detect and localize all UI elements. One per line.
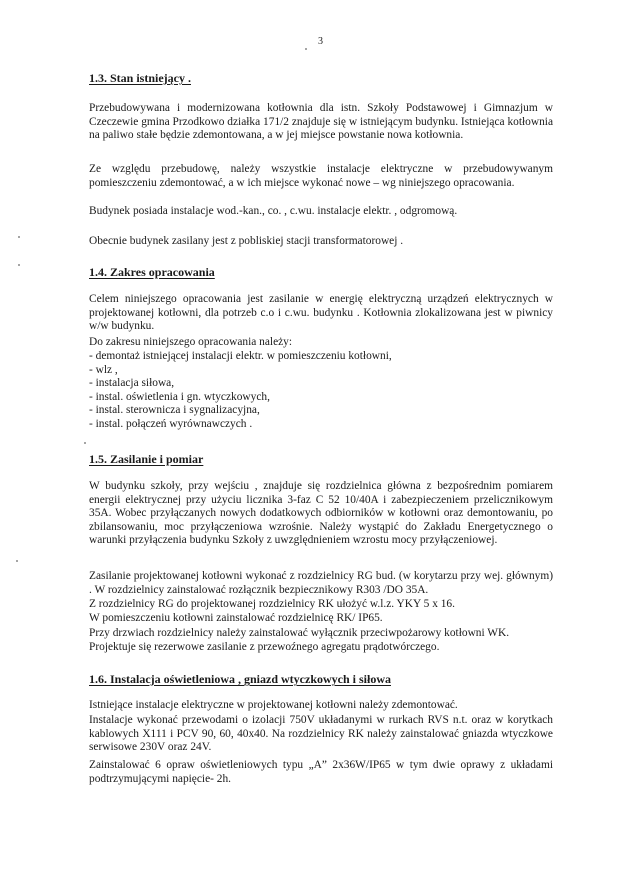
scan-speck [18, 236, 20, 238]
list-item: - instalacja siłowa, [89, 377, 175, 390]
scan-speck [84, 442, 86, 444]
section-heading-1-5: 1.5. Zasilanie i pomiar [89, 452, 204, 466]
section-heading-1-3: 1.3. Stan istniejący . [89, 71, 191, 85]
list-item: - wlz , [89, 363, 118, 376]
s15-paragraph-5: Przy drzwiach rozdzielnicy należy zainstalować wyłącznik przeciwpożarowy kotłowni WK. [89, 627, 510, 639]
s15-paragraph-1: W budynku szkoły, przy wejściu , znajduje się rozdzielnica główna z bezpośrednim pomiarem energii elektrycznej przy użyciu licznika 3-faz C 52 10/40A i zabezpieczeniem przelicznikowym 35A. Wobec przyłączanych nowych dodatkowych odbiorników w kotłowni oraz demontowaniu, po zbilansowaniu, moc przyłączeniowa wzrośnie. Należy wystąpić do Zakładu Energetycznego o warunki przyłączenia budynku Szkoły z uwzględnieniem wzrostu mocy przyłączeniowej. [89, 480, 553, 547]
s13-paragraph-3: Budynek posiada instalacje wod.-kan., co. , c.wu. instalacje elektr. , odgromową. [89, 205, 458, 217]
list-item: - instal. oświetlenia i gn. wtyczkowych, [89, 390, 270, 403]
s14-paragraph-1: Celem niniejszego opracowania jest zasilanie w energię elektryczną urządzeń elektrycznych w projektowanej kotłowni, dla potrzeb c.o i c.wu. budynku . Kotłownia zlokalizowana jest w piwnicy w/w budynku. [89, 293, 553, 333]
s14-scope-list [89, 350, 553, 432]
s14-intro: Do zakresu niniejszego opracowania należy: [89, 336, 293, 348]
page-number: 3 [318, 36, 324, 47]
list-item: - instal. sterownicza i sygnalizacyjna, [89, 404, 260, 417]
scan-speck [16, 560, 18, 562]
list-item: - demontaż istniejącej instalacji elektr. w pomieszczeniu kotłowni, [89, 350, 392, 362]
list-item: - instal. połączeń wyrównawczych . [89, 417, 253, 430]
s16-paragraph-1: Istniejące instalacje elektryczne w projektowanej kotłowni należy zdemontować. [89, 699, 458, 711]
s16-paragraph-2: Instalacje wykonać przewodami o izolacji 750V układanymi w rurkach RVS n.t. oraz w korytkach kablowych X111 i PCV 90, 60, 40x40. Na rozdzielnicy RK należy zainstalować gniazda wtyczkowe serwisowe 230V oraz 24V. [89, 714, 553, 754]
s13-paragraph-2: Ze względu przebudowę, należy wszystkie instalacje elektryczne w przebudowywanym pomieszczeniu zdemontować, a w ich miejsce wykonać nowe – wg niniejszego opracowania. [89, 163, 553, 189]
section-heading-1-4: 1.4. Zakres opracowania [89, 265, 215, 279]
s15-paragraph-2: Zasilanie projektowanej kotłowni wykonać z rozdzielnicy RG bud. (w korytarzu przy wej. głównym) . W rozdzielnicy zainstalować rozłącznik bezpiecznikowy R303 /DO 35A. [89, 570, 553, 596]
s13-paragraph-4: Obecnie budynek zasilany jest z pobliskiej stacji transformatorowej . [89, 235, 404, 247]
section-heading-1-6: 1.6. Instalacja oświetleniowa , gniazd wtyczkowych i siłowa [89, 672, 391, 686]
s16-paragraph-3: Zainstalować 6 opraw oświetleniowych typu „A” 2x36W/IP65 w tym dwie oprawy z układami podtrzymującymi napięcie- 2h. [89, 759, 553, 785]
s15-paragraph-6: Projektuje się rezerwowe zasilanie z przewoźnego agregatu prądotwórczego. [89, 641, 440, 653]
s13-paragraph-1: Przebudowywana i modernizowana kotłownia dla istn. Szkoły Podstawowej i Gimnazjum w Czeczewie gmina Przodkowo działka 171/2 znajduje się w istniejącym budynku. Istniejąca kotłownia na paliwo stałe będzie zdemontowana, a w jej miejsce powstanie nowa kotłownia. [89, 102, 553, 142]
scan-speck [18, 264, 20, 266]
s15-paragraph-3: Z rozdzielnicy RG do projektowanej rozdzielnicy RK ułożyć w.l.z. YKY 5 x 16. [89, 598, 455, 610]
scan-speck [305, 48, 307, 50]
s15-paragraph-4: W pomieszczeniu kotłowni zainstalować rozdzielnicę RK/ IP65. [89, 612, 383, 624]
